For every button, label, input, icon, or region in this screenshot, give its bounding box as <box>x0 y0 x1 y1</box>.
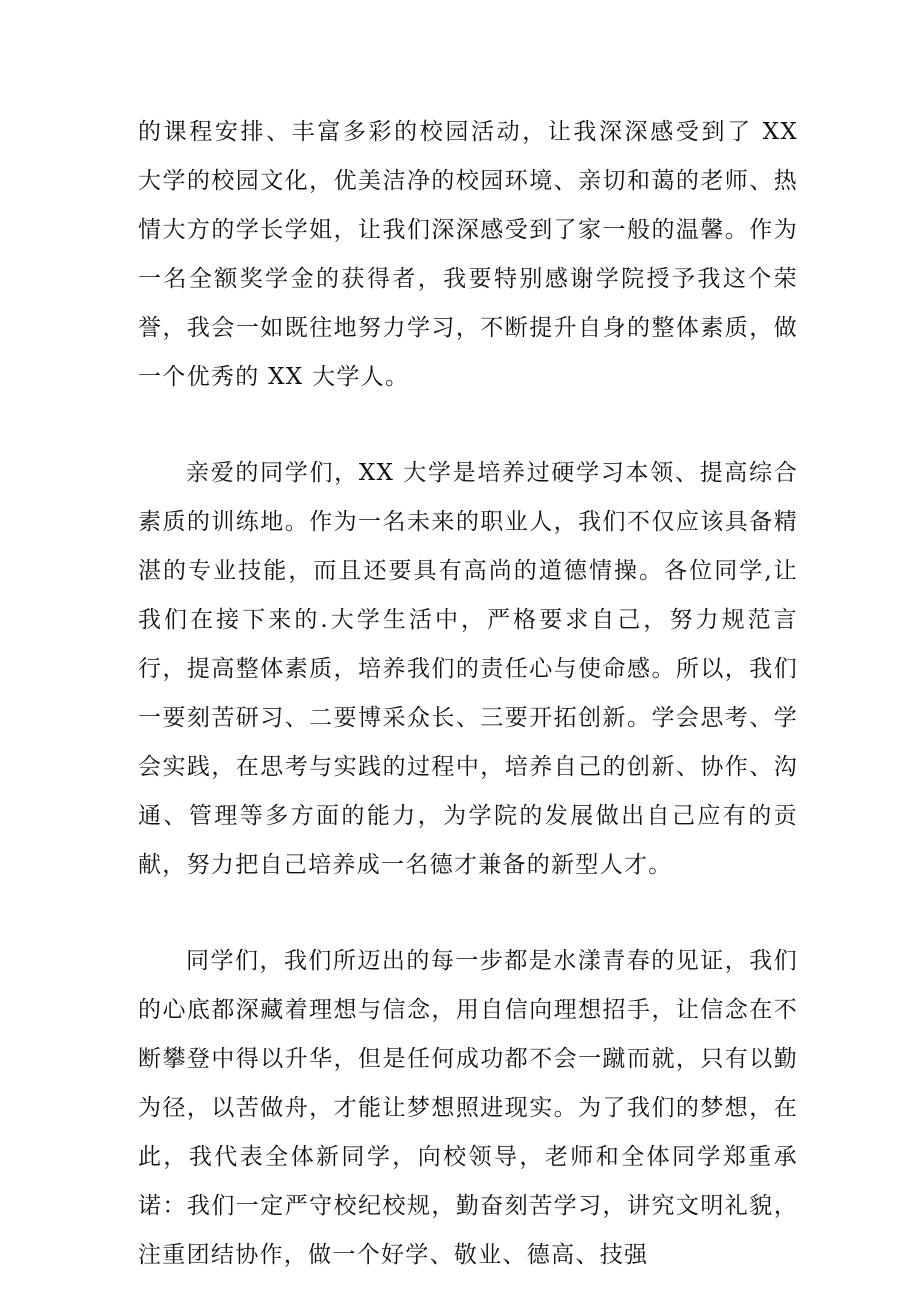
paragraph-2: 亲爱的同学们，XX 大学是培养过硬学习本领、提高综合素质的训练地。作为一名未来的职业人，我们不仅应该具备精湛的专业技能，而且还要具有高尚的道德情操。各位同学,让我们在接下来的.大学生活中，严格要求自己，努力规范言行，提高整体素质，培养我们的责任心与使命感。所以，我们一要刻苦研习、二要博采众长、三要开拓创新。学会思考、学会实践，在思考与实践的过程中，培养自己的创新、协作、沟通、管理等多方面的能力，为学院的发展做出自己应有的贡献，努力把自己培养成一名德才兼备的新型人才。 <box>138 460 798 878</box>
document-body <box>138 108 798 1280</box>
paragraph-1: 的课程安排、丰富多彩的校园活动，让我深深感受到了 XX 大学的校园文化，优美洁净的校园环境、亲切和蔼的老师、热情大方的学长学姐，让我们深深感受到了家一般的温馨。作为一名全额奖学金的获得者，我要特别感谢学院授予我这个荣誉，我会一如既往地努力学习，不断提升自身的整体素质，做一个优秀的 XX 大学人。 <box>138 119 798 390</box>
paragraph-3: 同学们，我们所迈出的每一步都是水漾青春的见证，我们的心底都深藏着理想与信念，用自信向理想招手，让信念在不断攀登中得以升华，但是任何成功都不会一蹴而就，只有以勤为径，以苦做舟，才能让梦想照进现实。为了我们的梦想，在此，我代表全体新同学，向校领导，老师和全体同学郑重承诺：我们一定严守校纪校规，勤奋刻苦学习，讲究文明礼貌，注重团结协作，做一个好学、敬业、德高、技强 <box>138 948 798 1268</box>
